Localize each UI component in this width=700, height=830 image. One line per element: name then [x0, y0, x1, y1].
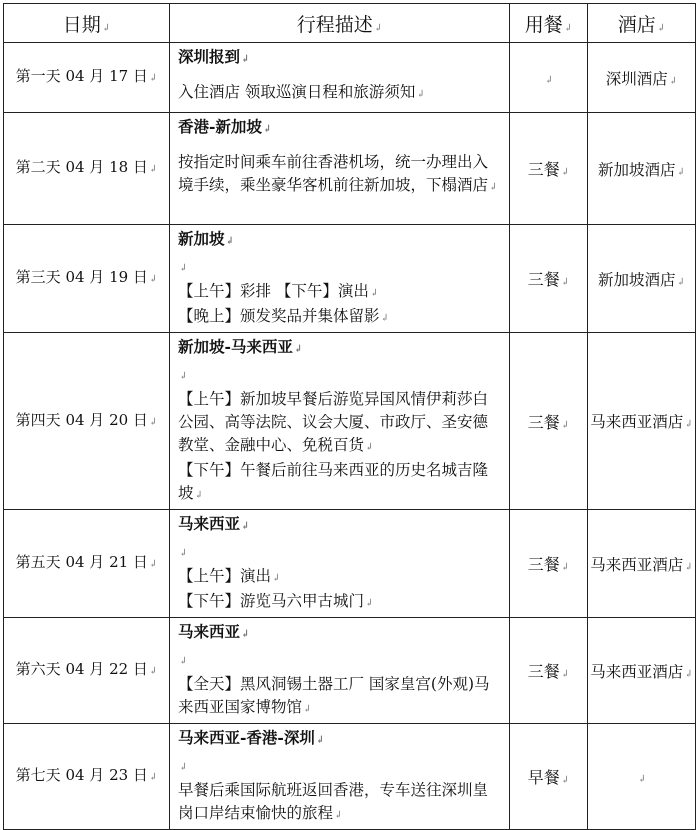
table-row	[4, 333, 696, 510]
paragraph-mark: ↲	[241, 629, 250, 640]
paragraph-mark: ↲	[334, 810, 343, 821]
meal-text: 三餐	[527, 412, 560, 432]
description-text: 按指定时间乘车前往香港机场，统一办理出入境手续，乘坐豪华客机前往新加坡，下榻酒店	[178, 153, 489, 194]
meal-text: 三餐	[527, 270, 560, 289]
date-cell	[4, 225, 170, 333]
paragraph-mark: ↲	[365, 442, 374, 453]
header-date: 日期↲	[4, 4, 170, 43]
paragraph-mark: ↲	[676, 166, 685, 178]
paragraph-mark: ↲	[489, 182, 498, 193]
day-title-text: 新加坡-马来西亚	[178, 337, 293, 356]
description-cell	[170, 113, 510, 225]
paragraph-mark: ↲	[560, 562, 570, 573]
hotel-cell	[588, 618, 696, 724]
header-description: 行程描述↲	[170, 4, 510, 43]
paragraph-mark: ↲	[560, 669, 570, 680]
description-cell	[170, 618, 510, 724]
description-text: 【上午】演出	[178, 567, 272, 585]
date-cell	[4, 618, 170, 724]
hotel-cell	[588, 724, 696, 830]
date-text: 第一天 04 月 17 日	[15, 67, 148, 85]
paragraph-mark: ↲	[637, 773, 647, 785]
header-hotel: 酒店↲	[588, 4, 696, 43]
paragraph-mark: ↲	[684, 561, 693, 573]
paragraph-mark: ↲	[668, 75, 678, 87]
meal-cell	[510, 43, 588, 113]
paragraph-mark: ↲	[560, 167, 570, 178]
paragraph-mark: ↲	[148, 164, 158, 175]
hotel-cell	[588, 113, 696, 225]
description-text: 【上午】新加坡早餐后游览异国风情伊莉莎白公园、高等法院、议会大厦、市政厅、圣安德教堂、金融中心、免税百货	[178, 390, 489, 454]
meal-text: 三餐	[527, 160, 560, 179]
table-row	[4, 510, 696, 618]
day-title	[178, 512, 503, 538]
day-title-text: 马来西亚	[178, 514, 241, 533]
day-title-text: 马来西亚	[178, 622, 241, 641]
meal-text: 三餐	[527, 555, 560, 574]
meal-text: 三餐	[527, 662, 560, 681]
paragraph-mark: ↲	[148, 274, 158, 285]
hotel-text: 新加坡酒店	[598, 160, 676, 179]
day-title	[178, 227, 503, 253]
description-line	[178, 754, 503, 779]
paragraph-mark: ↲	[262, 124, 272, 135]
paragraph-mark: ↲	[179, 762, 188, 773]
description-text: 【全天】黑风洞锡土器工厂 国家皇宫(外观)马来西亚国家博物馆	[178, 675, 490, 716]
hotel-cell	[588, 510, 696, 618]
paragraph-mark: ↲	[148, 666, 158, 677]
paragraph-mark: ↲	[560, 775, 570, 786]
meal-text: 早餐	[527, 768, 560, 787]
paragraph-mark: ↲	[225, 236, 234, 247]
description-cell	[170, 43, 510, 113]
description-text: 【下午】午餐后前往马来西亚的历史名城吉隆坡	[178, 461, 489, 502]
hotel-text: 新加坡酒店	[598, 270, 676, 289]
day-title-text: 深圳报到	[178, 47, 241, 66]
table-row	[4, 43, 696, 113]
day-title	[178, 335, 503, 361]
table-row	[4, 618, 696, 724]
paragraph-mark: ↲	[684, 668, 693, 680]
description-line	[178, 590, 503, 615]
paragraph-mark: ↲	[303, 704, 312, 715]
hotel-cell	[588, 43, 696, 113]
paragraph-mark: ↲	[241, 521, 250, 532]
description-text: 【上午】彩排 【下午】演出	[178, 282, 369, 300]
description-line	[178, 648, 503, 673]
paragraph-mark: ↲	[544, 75, 554, 86]
date-cell	[4, 113, 170, 225]
date-text: 第三天 04 月 19 日	[15, 268, 148, 286]
description-text: 【下午】游览马六甲古城门	[178, 592, 365, 610]
paragraph-mark: ↲	[148, 73, 158, 84]
meal-cell	[510, 333, 588, 510]
description-line	[178, 459, 503, 507]
hotel-text: 马来西亚酒店	[590, 555, 684, 574]
description-cell	[170, 225, 510, 333]
day-title-text: 新加坡	[178, 229, 225, 248]
paragraph-mark: ↲	[676, 276, 685, 288]
table-row	[4, 225, 696, 333]
description-line	[178, 779, 503, 827]
paragraph-mark: ↲	[560, 419, 570, 431]
description-line	[178, 305, 503, 330]
paragraph-mark: ↲	[148, 559, 158, 570]
description-cell	[170, 724, 510, 830]
date-cell	[4, 43, 170, 113]
header-meal: 用餐↲	[510, 4, 588, 43]
meal-cell	[510, 724, 588, 830]
hotel-cell	[588, 225, 696, 333]
date-text: 第六天 04 月 22 日	[15, 660, 148, 678]
day-title-text: 马来西亚-香港-深圳	[178, 728, 315, 747]
hotel-text: 马来西亚酒店	[590, 662, 684, 681]
date-cell	[4, 333, 170, 510]
description-line	[178, 363, 503, 388]
paragraph-mark: ↲	[416, 89, 425, 100]
date-cell	[4, 510, 170, 618]
description-line	[178, 673, 503, 721]
date-text: 第四天 04 月 20 日	[15, 410, 148, 429]
table-row	[4, 724, 696, 830]
date-text: 第二天 04 月 18 日	[15, 158, 148, 176]
description-line	[178, 81, 503, 106]
description-line	[178, 151, 503, 199]
day-title	[178, 115, 503, 141]
description-line	[178, 388, 503, 459]
description-text: 早餐后乘国际航班返回香港，专车送往深圳皇岗口岸结束愉快的旅程	[178, 781, 489, 822]
description-text: 入住酒店 领取巡演日程和旅游须知	[178, 83, 416, 101]
paragraph-mark: ↲	[148, 772, 158, 783]
paragraph-mark: ↲	[369, 288, 379, 299]
description-text: 【晚上】颁发奖品并集体留影	[178, 307, 380, 325]
paragraph-mark: ↲	[684, 419, 693, 430]
header-row	[4, 4, 696, 43]
paragraph-mark: ↲	[179, 371, 188, 382]
description-line	[178, 255, 503, 280]
description-cell	[170, 510, 510, 618]
paragraph-mark: ↲	[179, 548, 188, 559]
paragraph-mark: ↲	[194, 490, 203, 501]
table-row	[4, 113, 696, 225]
paragraph-mark: ↲	[560, 277, 570, 288]
date-text: 第五天 04 月 21 日	[15, 553, 148, 571]
paragraph-mark: ↲	[380, 313, 389, 324]
description-line	[178, 540, 503, 565]
paragraph-mark: ↲	[148, 416, 158, 428]
meal-cell	[510, 113, 588, 225]
day-title	[178, 45, 503, 71]
paragraph-mark: ↲	[365, 598, 374, 609]
paragraph-mark: ↲	[179, 263, 188, 274]
paragraph-mark: ↲	[241, 54, 250, 65]
itinerary-table	[3, 3, 696, 830]
paragraph-mark: ↲	[272, 573, 281, 584]
paragraph-mark: ↲	[315, 735, 325, 746]
day-title-text: 香港-新加坡	[178, 117, 262, 136]
paragraph-mark: ↲	[293, 344, 303, 355]
hotel-text: 深圳酒店	[605, 69, 668, 88]
paragraph-mark: ↲	[179, 656, 188, 667]
hotel-text: 马来西亚酒店	[590, 413, 684, 431]
description-line	[178, 565, 503, 590]
meal-cell	[510, 510, 588, 618]
date-cell	[4, 724, 170, 830]
description-cell	[170, 333, 510, 510]
day-title	[178, 726, 503, 752]
day-title	[178, 620, 503, 646]
meal-cell	[510, 618, 588, 724]
date-text: 第七天 04 月 23 日	[15, 766, 148, 784]
meal-cell	[510, 225, 588, 333]
hotel-cell	[588, 333, 696, 510]
description-line	[178, 280, 503, 305]
